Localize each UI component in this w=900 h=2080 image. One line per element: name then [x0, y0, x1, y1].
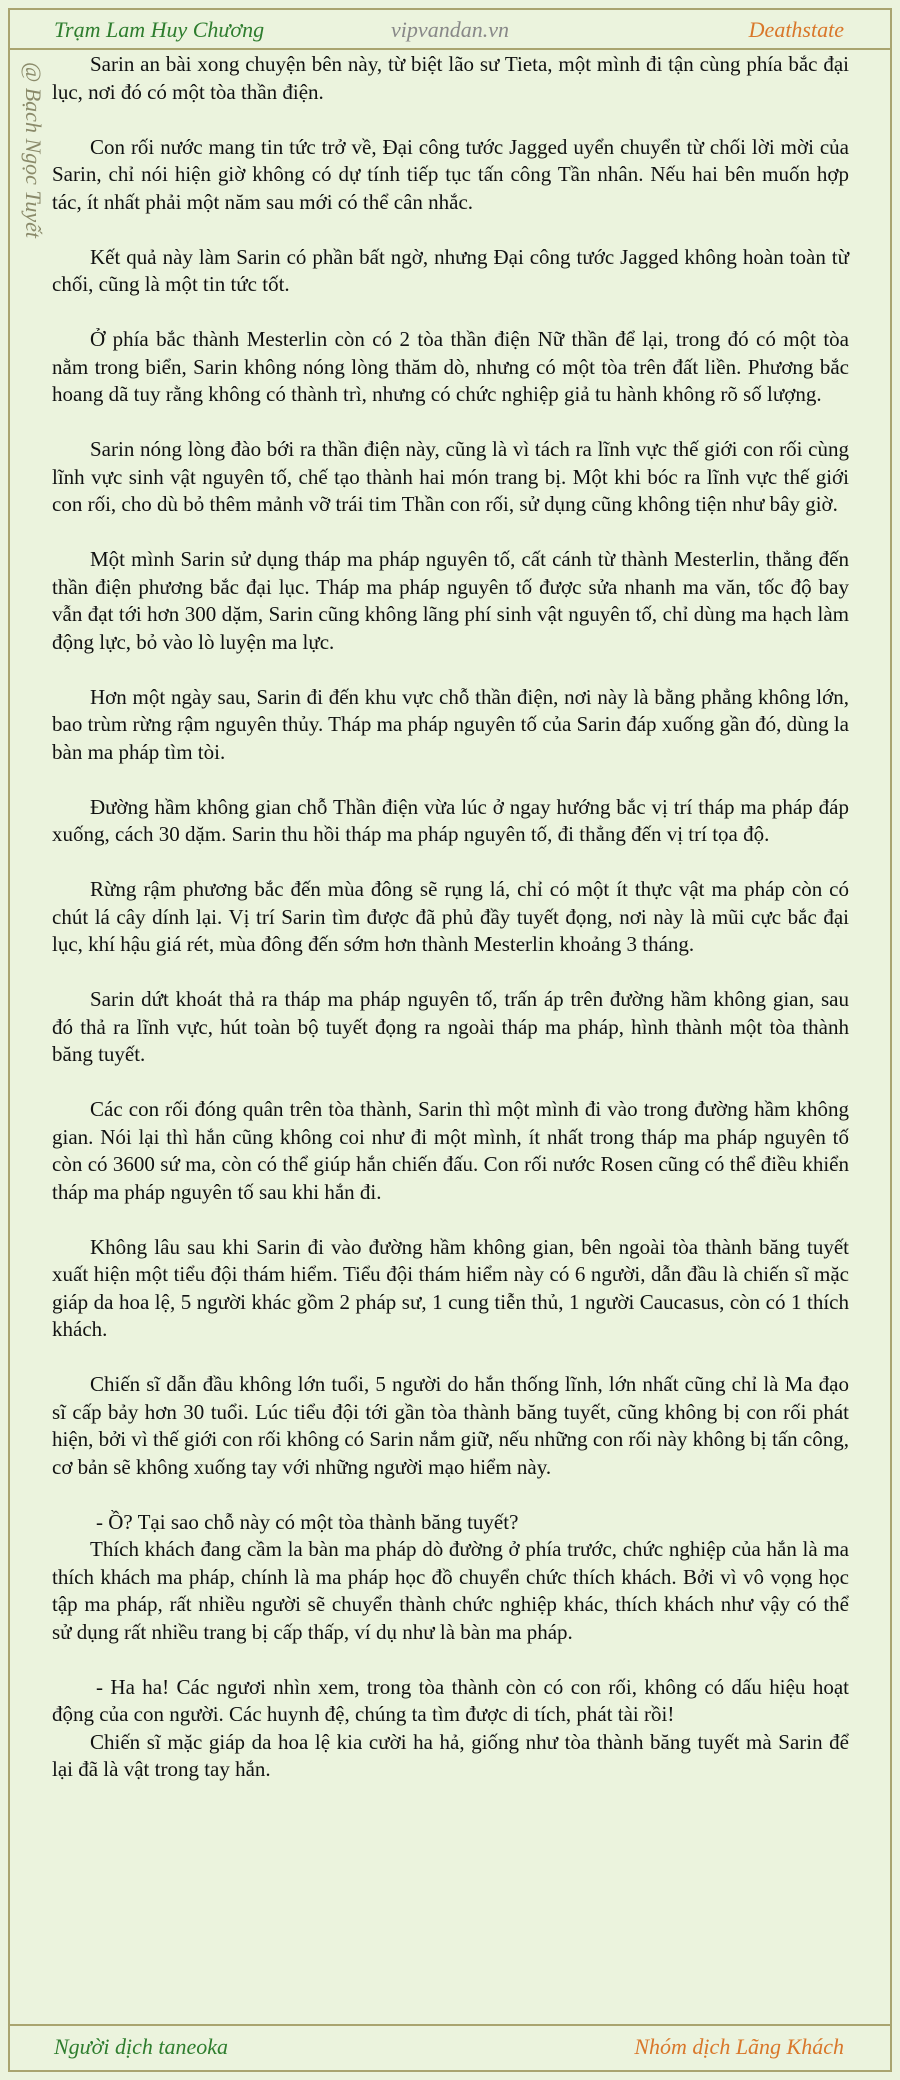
- paragraph: Thích khách đang cầm la bàn ma pháp dò đường ở phía trước, chức nghiệp của hắn là ma thích khách ma pháp, chính là ma pháp học đồ chuyển chức thích khách. Bởi vì vô vọng học tập ma pháp, rất nhiều người sẽ chuyển thành chức nghiệp khác, thích khách như vậy có thể sử dụng rất nhiều trang bị cấp thấp, ví dụ như là bàn ma pháp.: [52, 1537, 849, 1644]
- paragraph: Sarin an bài xong chuyện bên này, từ biệt lão sư Tieta, một mình đi tận cùng phía bắc đại lục, nơi đó có một tòa thần điện.: [52, 52, 849, 104]
- page-frame: [8, 8, 892, 2072]
- chapter-body: [52, 51, 849, 1784]
- paragraph: Rừng rậm phương bắc đến mùa đông sẽ rụng lá, chỉ có một ít thực vật ma pháp còn có chút lá cây dính lại. Vị trí Sarin tìm được đã phủ đầy tuyết đọng, nơi này là mũi cực bắc đại lục, khí hậu giá rét, mùa đông đến sớm hơn thành Mesterlin khoảng 3 tháng.: [52, 877, 849, 956]
- page-header: [10, 10, 890, 50]
- sidebar-watermark: @ Bạch Ngọc Tuyết: [21, 62, 46, 239]
- dialogue-line: - Ồ? Tại sao chỗ này có một tòa thành băng tuyết?: [96, 1509, 519, 1534]
- paragraph: Ở phía bắc thành Mesterlin còn có 2 tòa thần điện Nữ thần để lại, trong đó có một tòa nằm trong biển, Sarin không nóng lòng thăm dò, nhưng có một tòa trên đất liền. Phương bắc hoang dã tuy rằng không có thành trì, nhưng có chức nghiệp giả tu hành không rõ số lượng.: [52, 327, 849, 406]
- paragraph: Chiến sĩ dẫn đầu không lớn tuổi, 5 người do hắn thống lĩnh, lớn nhất cũng chỉ là Ma đạo sĩ cấp bảy hơn 30 tuổi. Lúc tiểu đội tới gần tòa thành băng tuyết, cũng không bị con rối phát hiện, bởi vì thế giới con rối không có Sarin nắm giữ, nếu những con rối này không bị tấn công, cơ bản sẽ không xuống tay với những người mạo hiểm này.: [52, 1372, 849, 1479]
- paragraph: Sarin dứt khoát thả ra tháp ma pháp nguyên tố, trấn áp trên đường hầm không gian, sau đó thả ra lĩnh vực, hút toàn bộ tuyết đọng ra ngoài tháp ma pháp, hình thành một tòa thành băng tuyết.: [52, 987, 849, 1066]
- paragraph: Kết quả này làm Sarin có phần bất ngờ, nhưng Đại công tước Jagged không hoàn toàn từ chối, cũng là một tin tức tốt.: [52, 244, 849, 296]
- paragraph: Con rối nước mang tin tức trở về, Đại công tước Jagged uyển chuyển từ chối lời mời của Sarin, chỉ nói hiện giờ không có dự tính tiếp tục tấn công Tần nhân. Nếu hai bên muốn hợp tác, ít nhất phải một năm sau mới có thể cân nhắc.: [52, 134, 849, 214]
- footer-group: Nhóm dịch Lãng Khách: [634, 2034, 844, 2059]
- footer-translator: Người dịch taneoka: [54, 2034, 229, 2059]
- paragraph: Chiến sĩ mặc giáp da hoa lệ kia cười ha hả, giống như tòa thành băng tuyết mà Sarin để lại đã là vật trong tay hắn.: [52, 1729, 849, 1781]
- paragraph: Các con rối đóng quân trên tòa thành, Sarin thì một mình đi vào trong đường hầm không gian. Nói lại thì hắn cũng không coi như đi một mình, ít nhất trong tháp ma pháp nguyên tố còn có 3600 sứ ma, còn có thể giúp hắn chiến đấu. Con rối nước Rosen cũng có thể điều khiển tháp ma pháp nguyên tố sau khi hắn đi.: [52, 1097, 849, 1204]
- header-website: vipvandan.vn: [391, 17, 509, 42]
- paragraph: Một mình Sarin sử dụng tháp ma pháp nguyên tố, cất cánh từ thành Mesterlin, thẳng đến thần điện phương bắc đại lục. Tháp ma pháp nguyên tố được sửa nhanh ma văn, tốc độ bay vẫn đạt tới hơn 300 dặm, Sarin cũng không lãng phí sinh vật nguyên tố, chỉ dùng ma hạch làm động lực, bỏ vào lò luyện ma lực.: [52, 547, 849, 654]
- paragraph: Không lâu sau khi Sarin đi vào đường hầm không gian, bên ngoài tòa thành băng tuyết xuất hiện một tiểu đội thám hiểm. Tiểu đội thám hiểm này có 6 người, dẫn đầu là chiến sĩ mặc giáp da hoa lệ, 5 người khác gồm 2 pháp sư, 1 cung tiễn thủ, 1 người Caucasus, còn có 1 thích khách.: [52, 1234, 849, 1341]
- paragraph: Đường hầm không gian chỗ Thần điện vừa lúc ở ngay hướng bắc vị trí tháp ma pháp đáp xuống, cách 30 dặm. Sarin thu hồi tháp ma pháp nguyên tố, đi thẳng đến vị trí tọa độ.: [52, 794, 849, 846]
- header-novel-title: Deathstate: [748, 17, 844, 42]
- header-site-name: Trạm Lam Huy Chương: [54, 17, 265, 42]
- dialogue-line: - Ha ha! Các ngươi nhìn xem, trong tòa thành còn có con rối, không có dấu hiệu hoạt động của con người. Các huynh đệ, chúng ta tìm được di tích, phát tài rồi!: [52, 1674, 849, 1726]
- paragraph: Sarin nóng lòng đào bới ra thần điện này, cũng là vì tách ra lĩnh vực thế giới con rối cùng lĩnh vực sinh vật nguyên tố, chế tạo thành hai món trang bị. Một khi bóc ra lĩnh vực thế giới con rối, cho dù bỏ thêm mảnh vỡ trái tim Thần con rối, sử dụng cũng không tiện như bây giờ.: [52, 437, 849, 516]
- page-footer: [10, 2024, 890, 2070]
- paragraph: Hơn một ngày sau, Sarin đi đến khu vực chỗ thần điện, nơi này là bằng phẳng không lớn, bao trùm rừng rậm nguyên thủy. Tháp ma pháp nguyên tố của Sarin đáp xuống gần đó, dùng la bàn ma pháp tìm tòi.: [52, 684, 849, 764]
